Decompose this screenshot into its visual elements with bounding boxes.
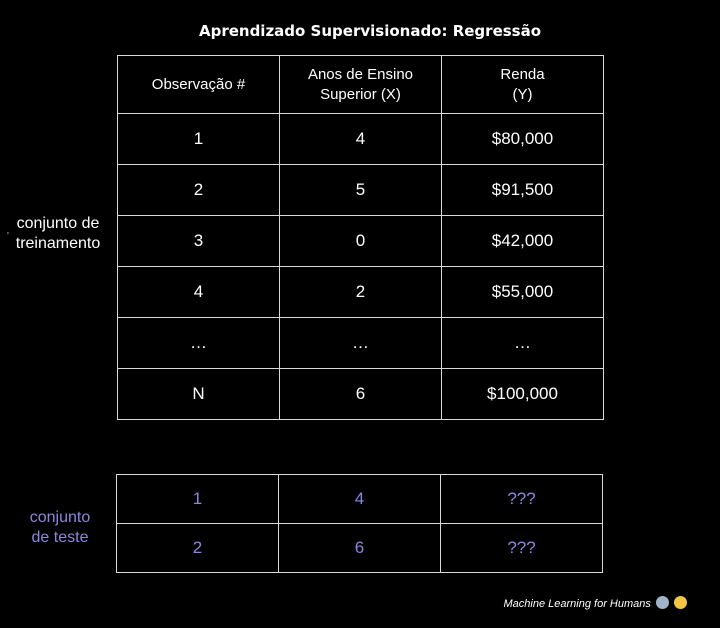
header-years-education-text: Anos de Ensino Superior (X) xyxy=(307,65,414,103)
table-row xyxy=(117,475,603,524)
cell-years: 6 xyxy=(279,524,441,573)
robot-icon xyxy=(656,596,669,609)
table-row xyxy=(117,524,603,573)
cell-years: 0 xyxy=(280,216,442,267)
cell-years: 6 xyxy=(280,369,442,420)
cell-income: … xyxy=(442,318,604,369)
cell-income: $42,000 xyxy=(442,216,604,267)
page-title: Aprendizado Supervisionado: Regressão xyxy=(198,22,542,40)
cell-observation: N xyxy=(118,369,280,420)
cell-years: 4 xyxy=(279,475,441,524)
training-set-label xyxy=(8,214,108,254)
cell-observation: … xyxy=(118,318,280,369)
table-row xyxy=(118,165,604,216)
cell-years: 2 xyxy=(280,267,442,318)
baby-icon xyxy=(674,596,687,609)
cell-observation: 3 xyxy=(118,216,280,267)
cell-income: $55,000 xyxy=(442,267,604,318)
cell-years: 5 xyxy=(280,165,442,216)
cell-income: ??? xyxy=(441,475,603,524)
table-row xyxy=(118,369,604,420)
table-row xyxy=(118,216,604,267)
test-set-label: conjunto de teste xyxy=(29,509,91,546)
cell-income: $91,500 xyxy=(442,165,604,216)
table-row xyxy=(118,114,604,165)
header-income xyxy=(442,56,604,114)
cell-income: ??? xyxy=(441,524,603,573)
table-row xyxy=(118,267,604,318)
tick-mark: ' xyxy=(7,231,9,242)
cell-income: $100,000 xyxy=(442,369,604,420)
cell-observation: 2 xyxy=(118,165,280,216)
table-row xyxy=(118,318,604,369)
cell-observation: 1 xyxy=(118,114,280,165)
cell-income: $80,000 xyxy=(442,114,604,165)
cell-years: 4 xyxy=(280,114,442,165)
cell-observation: 4 xyxy=(118,267,280,318)
training-table xyxy=(117,55,604,420)
table-header-row xyxy=(118,56,604,114)
header-income-text: Renda (Y) xyxy=(500,65,545,103)
header-years-education xyxy=(280,56,442,114)
header-observation: Observação # xyxy=(118,56,280,114)
cell-observation: 2 xyxy=(117,524,279,573)
credit xyxy=(504,596,687,610)
training-set-label-text: conjunto de treinamento xyxy=(15,215,101,252)
cell-years: … xyxy=(280,318,442,369)
cell-observation: 1 xyxy=(117,475,279,524)
credit-text: Machine Learning for Humans xyxy=(503,598,651,610)
test-table xyxy=(116,474,603,573)
